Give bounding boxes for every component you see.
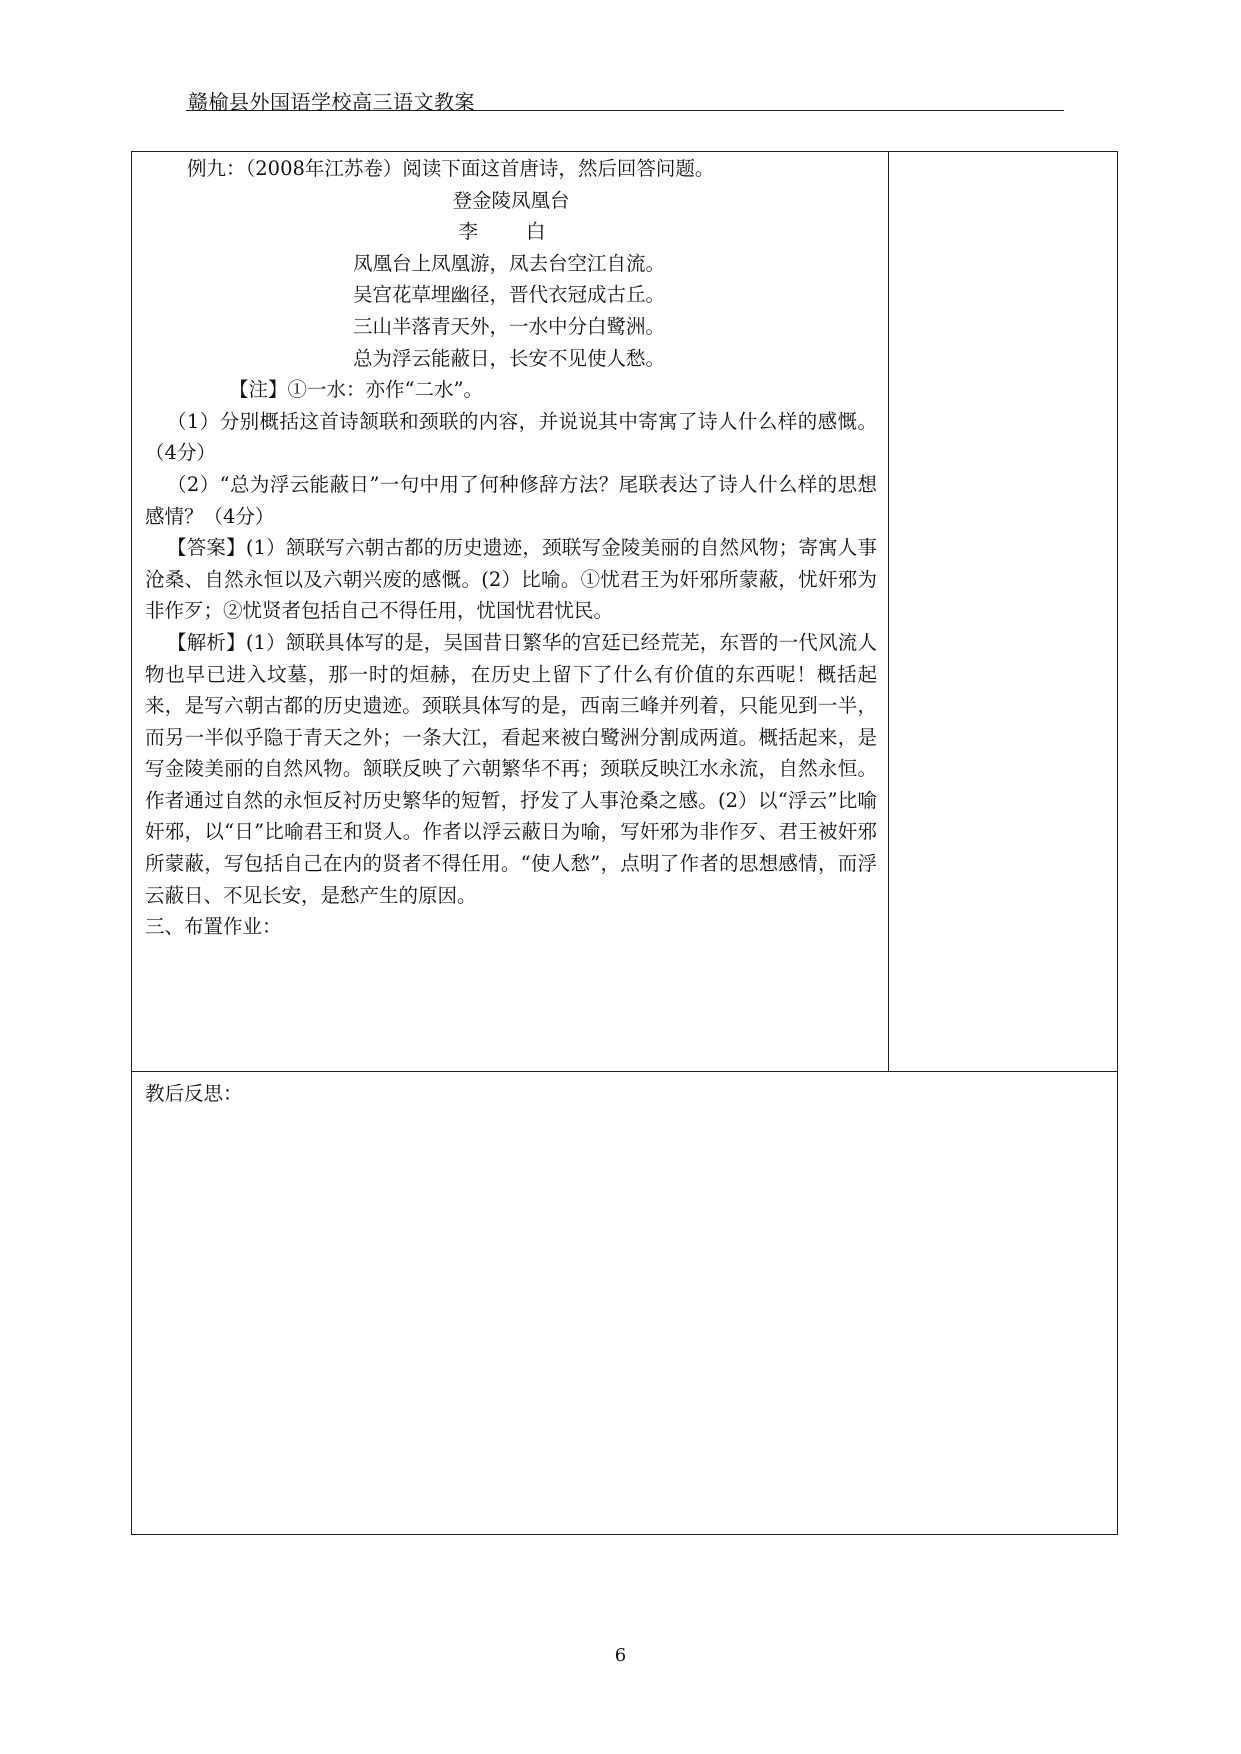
reflection-label: 教后反思： [145, 1082, 243, 1105]
question-1: （1）分别概括这首诗颔联和颈联的内容，并说说其中寄寓了诗人什么样的感慨。（4分） [145, 409, 877, 465]
poem-title: 登金陵凤凰台 [452, 188, 570, 212]
poem-line: 凤凰台上凤凰游，凤去台空江自流。 [353, 251, 666, 275]
question-2: （2）“总为浮云能蔽日”一句中用了何种修辞方法？尾联表达了诗人什么样的思想感情？（4分） [145, 472, 877, 528]
lesson-content [145, 153, 877, 943]
notes-side-cell [888, 151, 1118, 1072]
poem-note: 【注】①一水：亦作“二水”。 [229, 378, 483, 402]
poem-line: 总为浮云能蔽日，长安不见使人愁。 [353, 346, 666, 370]
header-rule [186, 110, 1064, 111]
document-header: 赣榆县外国语学校高三语文教案 [188, 90, 475, 114]
homework-heading: 三、布置作业： [145, 915, 282, 939]
answer-paragraph: 【答案】(1）颔联写六朝古都的历史遗迹，颈联写金陵美丽的自然风物；寄寓人事沧桑、自然永恒以及六朝兴废的感慨。(2）比喻。①忧君王为奸邪所蒙蔽，忧奸邪为非作歹；②忧贤者包括自己不得任用，忧国忧君忧民。 [145, 536, 877, 623]
reflection-cell [131, 1071, 1118, 1535]
poem-line: 三山半落青天外，一水中分白鹭洲。 [353, 314, 666, 338]
example-intro: 例九：（2008年江苏卷）阅读下面这首唐诗，然后回答问题。 [187, 157, 715, 180]
poem-line: 吴宫花草埋幽径，晋代衣冠成古丘。 [353, 283, 666, 307]
poem-author: 李白 [458, 220, 594, 244]
page-number: 6 [614, 1645, 627, 1666]
analysis-paragraph: 【解析】(1）颔联具体写的是，吴国昔日繁华的宫廷已经荒芜，东晋的一代风流人物也早已进入坟墓，那一时的烜赫，在历史上留下了什么有价值的东西呢！概括起来，是写六朝古都的历史遗迹。颈联具体写的是，西南三峰并列着，只能见到一半，而另一半似乎隐于青天之外；一条大江，看起来被白鹭洲分割成两道。概括起来，是写金陵美丽的自然风物。颔联反映了六朝繁华不再；颈联反映江水永流，自然永恒。作者通过自然的永恒反衬历史繁华的短暂，抒发了人事沧桑之感。(2）以“浮云”比喻奸邪，以“日”比喻君王和贤人。作者以浮云蔽日为喻，写奸邪为非作歹、君王被奸邪所蒙蔽，写包括自己在内的贤者不得任用。“使人愁”，点明了作者的思想感情，而浮云蔽日、不见长安，是愁产生的原因。 [145, 630, 877, 907]
